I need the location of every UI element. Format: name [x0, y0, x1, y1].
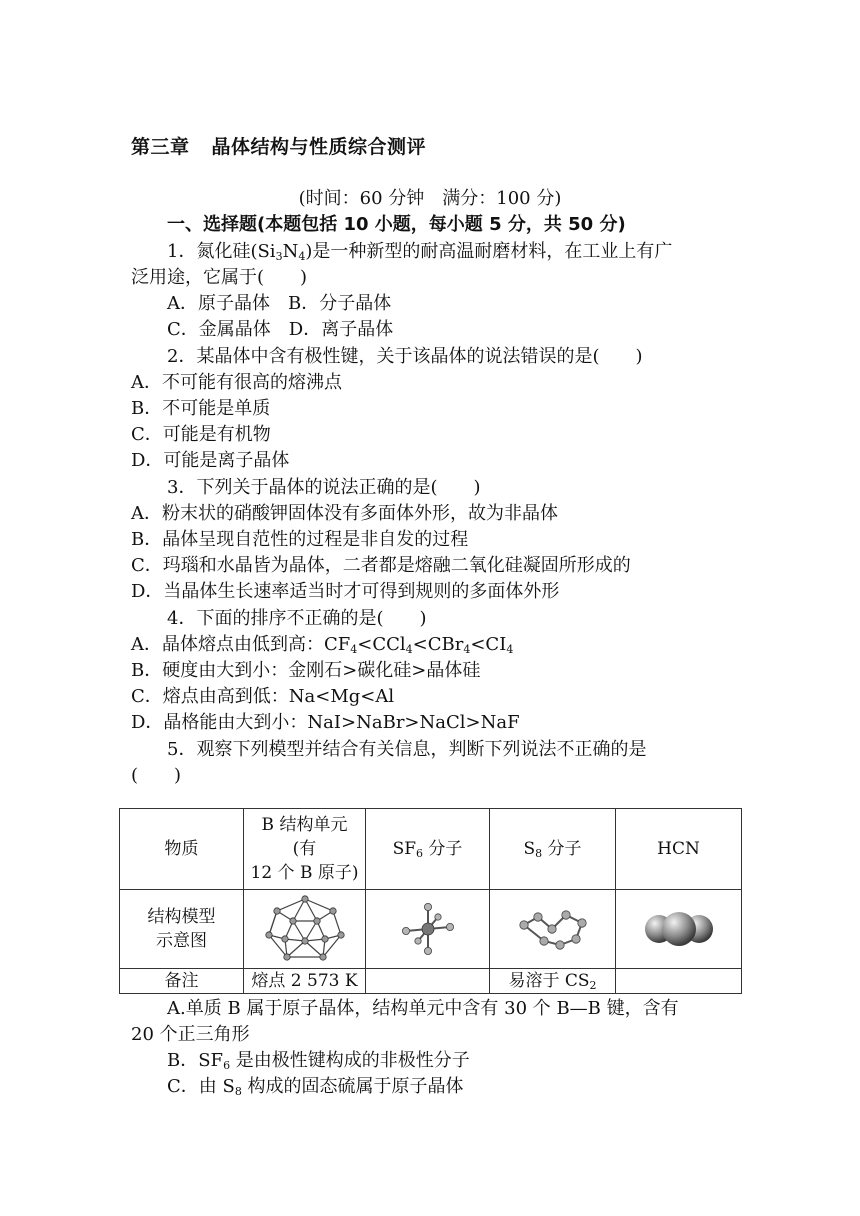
exam-meta: (时间：60 分钟 满分：100 分)	[298, 188, 562, 209]
q1-stem-line2: 泛用途，它属于( )	[131, 267, 308, 288]
q3-option-c: C．玛瑙和水晶皆为晶体，二者都是熔融二氧化硅凝固所形成的	[131, 555, 631, 576]
q2-stem: 2．某晶体中含有极性键，关于该晶体的说法错误的是( )	[167, 346, 643, 367]
s8-molecule-model	[490, 890, 616, 969]
q1-options-ab: A．原子晶体 B．分子晶体	[167, 293, 392, 314]
note-hcn	[616, 969, 742, 994]
note-s8: 易溶于 $CS_2$	[490, 969, 616, 994]
q3-option-a: A．粉末状的硝酸钾固体没有多面体外形，故为非晶体	[131, 503, 558, 524]
q2-option-b: B．不可能是单质	[131, 398, 271, 419]
header-s8: $S_8$ 分子	[490, 809, 616, 890]
q5-option-a-line1: A.单质 B 属于原子晶体，结构单元中含有 30 个 B—B 键，含有	[167, 998, 679, 1019]
row-label-model: 结构模型 示意图	[120, 890, 244, 969]
q4-option-c: C．熔点由高到低：Na<Mg<Al	[131, 686, 395, 707]
q4-option-a: A．晶体熔点由低到高：$CF_4<CCl_4<CBr_4<CI_4$	[131, 634, 514, 656]
q1-options-cd: C．金属晶体 D．离子晶体	[167, 319, 394, 340]
q3-option-d: D．当晶体生长速率适当时才可得到规则的多面体外形	[131, 581, 560, 602]
chapter-name: 晶体结构与性质综合测评	[211, 136, 427, 158]
structure-table	[119, 808, 742, 994]
section-heading: 一、选择题(本题包括 10 小题，每小题 5 分，共 50 分)	[167, 214, 626, 235]
note-sf6	[366, 969, 490, 994]
sf6-molecule-model	[366, 890, 490, 969]
q2-option-a: A．不可能有很高的熔沸点	[131, 372, 342, 393]
header-sf6: $SF_6$ 分子	[366, 809, 490, 890]
q2-option-d: D．可能是离子晶体	[131, 450, 290, 471]
q1-stem-line1: 1．氮化硅$(Si_3N_4)$是一种新型的耐高温耐磨材料，在工业上有广	[167, 241, 673, 263]
header-substance: 物质	[120, 809, 244, 890]
q5-option-b: B．$SF_6$ 是由极性键构成的非极性分子	[167, 1050, 470, 1072]
q4-option-b: B．硬度由大到小：金刚石>碳化硅>晶体硅	[131, 660, 481, 681]
q2-option-c: C．可能是有机物	[131, 424, 271, 445]
chapter-number: 第三章	[131, 136, 190, 158]
q5-option-c: C．由 $S_8$ 构成的固态硫属于原子晶体	[167, 1076, 464, 1098]
header-hcn: HCN	[616, 809, 742, 890]
q3-stem: 3．下列关于晶体的说法正确的是( )	[167, 477, 481, 498]
q5-stem-line1: 5．观察下列模型并结合有关信息，判断下列说法不正确的是	[167, 739, 647, 760]
boron-icosahedron-model	[244, 890, 366, 969]
q5-option-a-line2: 20 个正三角形	[131, 1024, 250, 1045]
note-boron: 熔点 2 573 K	[244, 969, 366, 994]
q5-stem-line2: ( )	[131, 765, 182, 786]
row-label-note: 备注	[120, 969, 244, 994]
hcn-molecule-model	[616, 890, 742, 969]
q4-stem: 4．下面的排序不正确的是( )	[167, 608, 427, 629]
chapter-title	[131, 132, 426, 159]
q4-option-d: D．晶格能由大到小：NaI>NaBr>NaCl>NaF	[131, 712, 520, 733]
q3-option-b: B．晶体呈现自范性的过程是非自发的过程	[131, 529, 469, 550]
header-boron-unit: B 结构单元 (有 12 个 B 原子)	[244, 809, 366, 890]
